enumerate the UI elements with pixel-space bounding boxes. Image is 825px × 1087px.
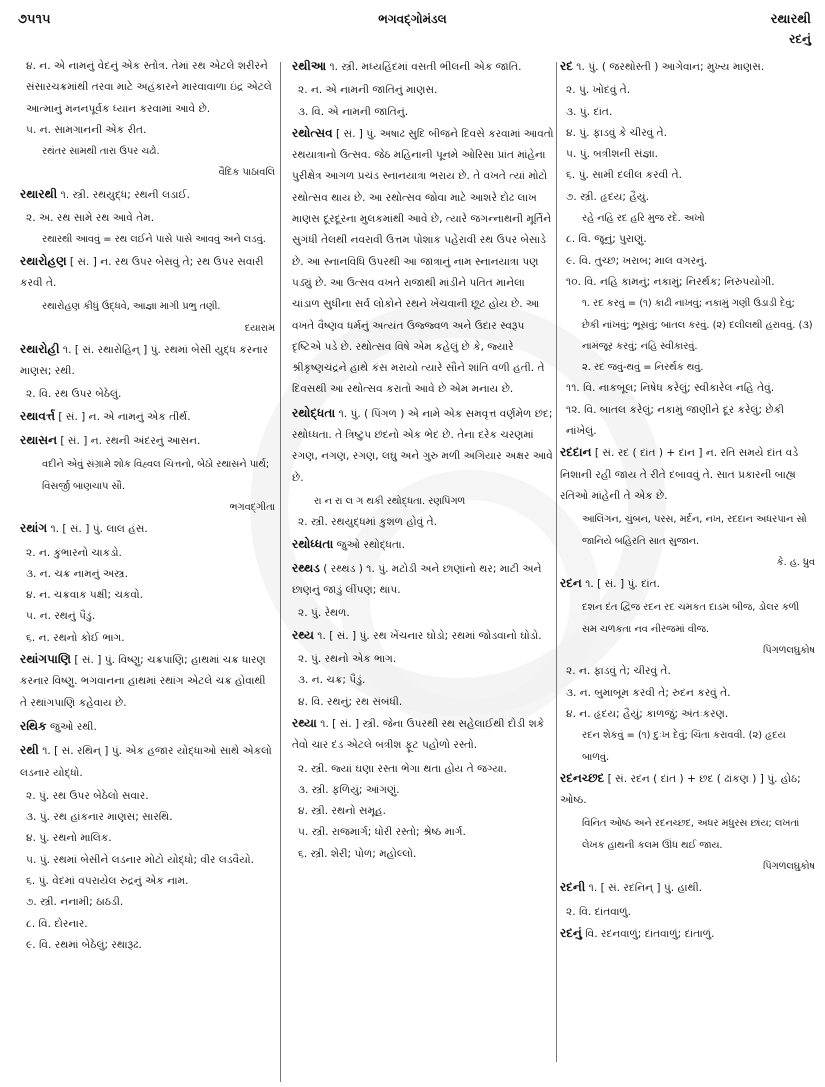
sense-line: ૩. પું. દાંત. [566, 105, 613, 118]
sense-line: ૨. અ. રથ સામે રથ આવે તેમ. [26, 212, 155, 225]
sense-line: ૨. વિ. રથ ઉપર બેઠેલું. [26, 388, 122, 401]
sense-line: ૮. વિ. જૂનું; પુરાણું. [566, 233, 647, 246]
dictionary-entry [292, 558, 554, 602]
sense-line: ૨. પું. રથનો એક ભાગ. [298, 653, 397, 666]
sense-line: ૯. વિ. રથમાં બેઠેલું; રથારૂઢ. [26, 938, 142, 951]
headword: રથી [20, 743, 39, 758]
headword: રદનું [560, 925, 582, 940]
definition: ૧. [ સં. રદનિન્ ] પું. હાથી. [585, 882, 703, 895]
sense-line: ૬. ન. રથનો કોઈ ભાગ. [26, 631, 125, 644]
source-citation: પિંગળલઘુકોષ [762, 860, 815, 872]
dictionary-entry [560, 442, 815, 507]
sense-line: ૪. પું. ફાડવું કે ચીરવું તે. [566, 126, 668, 139]
sense-line: ૪. વિ. રથનું; રથ સંબંધી. [298, 695, 403, 708]
definition: [ સં. ] પું. વિષ્ણુ; ચક્રપાણિ; હાથમાં ચક્ર ધારણ કરનાર વિષ્ણુ. ભગવાનના હાથમાં રથાંગ એટલે ચક્ર હોવાથી તે રથાંગપાણિ કહેવાય છે. [20, 654, 266, 709]
quotation: રદન શેકવું = (૧) દુઃખ દેવું; ચિંતા કરાવવી. (૨) હૃદય બાળવું. [582, 730, 786, 763]
definition: ૧. સ્ત્રી. મધ્યહિંદમાં વસતી ભીલની એક જાતિ. [326, 61, 522, 73]
sense-line: ૨. ન. કુંભારનો ચાકડો. [26, 546, 122, 559]
headword: રથાંગપાણિ [20, 652, 72, 667]
quotation: રા ન રા લ ગ થકી રથોદ્ધતા. રણપિંગળ [314, 495, 466, 507]
sense-line: ૪. સ્ત્રી. રથનો સમૂહ. [298, 805, 386, 818]
column-2 [292, 56, 554, 865]
quotation: વિનિત ઓષ્ઠ અને રદનચ્છદ, અધર મધુરસ છાંય; લખતાં લેખક હાથની કલમ ઊંધ થઈ જાય. [582, 818, 800, 851]
dictionary-entry [20, 430, 275, 452]
definition: [ સં. રદન ( દાંત ) + છદ ( ઢાંકણ ) ] પું. હોઠ; ઓષ્ઠ. [560, 772, 801, 807]
dictionary-entry [20, 184, 275, 206]
dictionary-entry [20, 406, 275, 428]
quotation: રથારોહણ કીધું ઉદ્ધવે, આજ્ઞા માગી પ્રભુ તણી. [42, 301, 221, 313]
headword: રથ્યા [292, 715, 317, 730]
quotation: વદીને એવું સંગ્રામે શોક વિહ્વલ ચિત્તનો, બેઠો રથાસને પાર્થ; વિસર્જી બાણચાપ સૌ. [42, 459, 270, 492]
sense-line: ૩. સ્ત્રી. ફળિયું; આંગણું. [298, 783, 400, 796]
dictionary-entry [560, 877, 815, 899]
dictionary-entry [292, 403, 554, 489]
dictionary-entry [292, 713, 554, 757]
sense-line: ૨. સ્ત્રી. જ્યાં ઘણા રસ્તા ભેગા થતા હોય તે જગ્યા. [298, 762, 507, 775]
source-citation: વૈદિક પાઠાવલિ [218, 167, 275, 179]
headword: રથીઆ [292, 59, 327, 73]
definition: [ સં. ] ન. રથની અંદરનું આસન. [57, 435, 201, 448]
sense-line: ૩. ન. ચક્ર; પૈડું. [298, 674, 366, 687]
dictionary-entry [292, 534, 554, 556]
column-1 [20, 56, 275, 956]
sense-line: ૨. પું. રથ ઉપર બેઠેલો સવાર. [26, 789, 149, 802]
sense-line: ૬. પું. સામી દલીલ કરવી તે. [566, 169, 683, 182]
page-number: ૭૫૧૫ [18, 12, 51, 27]
definition: [ સં. ] ન. રથ ઉપર બેસવું તે; રથ ઉપર સવારી કરવી તે. [20, 255, 264, 289]
dictionary-entry [560, 56, 815, 78]
definition: ૧. [ સં. રથારોહિન્ ] પું. રથમાં બેસી યુદ્ધ કરનાર માણસ; રથી. [20, 343, 269, 378]
sense-line: ૭. સ્ત્રી. નનામી; ઠાઠડી. [26, 896, 124, 909]
definition: ૧. [ સં. ] સ્ત્રી. જેના ઉપરથી રથ સહેલાઈથી દોડી શકે તેવો ચાર દંડ એટલે બત્રીશ ફૂટ પહોળો રસ્તો. [292, 717, 545, 752]
quotation: આલિંગન, ચુંબન, પરસ, મર્દન, નખ, રદદાન અધરપાન સો જાનિયે બહિરતિ સાત સુજાન. [582, 514, 807, 547]
sense-line: ૨. પું. ખોદવું તે. [566, 84, 631, 97]
headword: રદન [560, 576, 582, 591]
guide-word-start: રથારથી [770, 12, 811, 27]
sense-line: ૧૧. વિ. નાકબૂલ; નિષેધ કરેલું; સ્વીકારેલ નહિ તેવું. [566, 382, 775, 395]
column-divider [280, 62, 281, 1082]
definition: ૧. સ્ત્રી. રથયુદ્ધ; રથની લડાઈ. [57, 188, 191, 201]
sense-line: ૬. પું. વેદમાં વપરાયેલ રુદ્રનું એક નામ. [26, 874, 189, 887]
sense-line: ૧૨. વિ. બાતલ કરેલું; નકામું જાણીને દૂર કરેલું; છેકી નાંખેલું. [566, 403, 785, 438]
sense-line: ૫. ન. રથનું પૈડું. [26, 610, 96, 623]
headword: રથારોહણ [20, 253, 67, 268]
sense-line: ૪. ન. એ નામનું વેદનું એક સ્તોત્ર. તેમાં રથ એટલે શરીરને સંસારચક્રમાંથી તરવા માટે અહંકારને મારવાવાળા ઇંદ્ર એટલે આત્માનું મનનપૂર્વક ધ્યાન કરવામાં આવે છે. [26, 60, 272, 115]
definition: ૧. [ સં. ] પું. રથ ખેંચનાર ઘોડો; રથમાં જોડવાનો ઘોડો. [313, 629, 542, 642]
sense-line: ૩. વિ. એ નામની જાતિનું. [298, 105, 409, 118]
headword: રથિક [20, 718, 47, 733]
page-header [0, 8, 825, 48]
sense-line: ૩. ન. ચક્ર નામનું અસ્ત્ર. [26, 567, 128, 580]
definition: વિ. રદનવાળું; દાંતવાળું; દાંતાળું. [581, 927, 715, 940]
sense-line: ૧૦. વિ. નહિ કામનું; નકામું; નિરર્થક; નિરુપયોગી. [566, 275, 775, 288]
sense-line: ૨. ન. ફાડવું તે; ચીરવું તે. [566, 665, 671, 678]
quotation: દશન દંત દ્વિજ રદન રદ ચમકત દાડમ બીજ, ડોલર કળી સમ ચળકતા નવ નીરજમાં વીજ. [582, 602, 800, 635]
sense-line: ૨. ન. એ નામની જાતિનું માણસ. [298, 84, 438, 97]
headword: રથાવર્ત્ત [20, 408, 55, 423]
headword: રથાસન [20, 433, 58, 448]
definition: [ સં. રદ ( દાંત ) + દાન ] ન. રતિ સમયે દાંત વડે નિશાની રહી જાય તે રીતે દબાવવું તે. સાત પ્રકારની બાહ્ય રતિઓ માંહેની તે એક છે. [560, 447, 799, 502]
sense-line: ૭. સ્ત્રી. હૃદય; હૈયું. [566, 190, 649, 203]
sense-line: ૩. પું. રથ હાંકનાર માણસ; સારથિ. [26, 811, 173, 824]
sense-line: ૬. સ્ત્રી. શેરી; પોળ; મહોલ્લો. [298, 847, 417, 860]
headword: રથારથી [20, 186, 58, 201]
column-3 [560, 56, 815, 947]
quotation: ૧. રદ કરવું = (૧) કાઢી નાખવું; નકામું ગણી ઉડાડી દેવું; છેકી નાંખવું; ભૂસવું; બાતલ કરવું. (૨) દલીલથી હરાવવું. (૩) નામંજૂર કરવું; નહિ સ્વીકારવું. [582, 298, 813, 352]
sense-line: ૫. પું. બત્રીશની સંજ્ઞા. [566, 148, 659, 161]
definition: ૧. [ સં. રથિન્ ] પું. એક હજાર યોદ્ધાઓ સાથે એકલો લડનાર યોદ્ધો. [20, 745, 272, 779]
definition: ૧. પું. ( પિંગળ ) એ નામે એક સમવૃત્ત વર્ણમેળ છંદ; રથોધ્ધતા. તે ત્રિષ્ટુપ છંદનો એક ભેદ છે. તેના દરેક ચરણમાં રગણ, નગણ, રગણ, લઘુ અને ગુરુ મળી અગિયાર અક્ષર આવે છે. [292, 407, 553, 484]
headword: રદની [560, 880, 586, 895]
dictionary-entry [20, 518, 275, 540]
sense-line: ૯. વિ. તુચ્છ; ખરાબ; માલ વગરનું. [566, 254, 708, 267]
quotation: રહે નહિ રદ હરિ મુજ રદે. અખો [582, 213, 705, 225]
dictionary-entry [292, 123, 554, 401]
guide-word-end: રદનું [789, 32, 811, 46]
source-citation: કે. હ. ધ્રુવ [776, 556, 815, 568]
headword: રથોદ્ધતા [292, 405, 336, 420]
dictionary-entry [560, 573, 815, 595]
dictionary-entry [20, 649, 275, 714]
quotation: રથારથી આવવું = રથ લઈને પાસે પાસે આવવું અને લડવું. [42, 234, 266, 246]
sense-line: ૨. પું. રેથળ. [298, 607, 350, 620]
book-title: ભગવદ્ગોમંડલ [378, 12, 447, 26]
source-citation: ભગવદ્ગીતા [229, 501, 275, 513]
source-citation: પિંગળલઘુકોષ [762, 645, 815, 657]
definition: [ સં. ] પું. અષાઢ સુદિ બીજને દિવસે કરવામાં આવતો રથયાત્રાનો ઉત્સવ. જેઠ મહિનાની પૂનમે ઓરિસા પ્રાંત માંહેના પુરીક્ષેત્ર આગળ પ્રચંડ સ્નાનયાત્રા ભરાય છે. તે વખતે ત્યાં મોટો રથોત્સવ થાય છે. આ રથોત્સવ જોવા માટે આશરે દોઢ લાખ માણસ દૂરદૂરના મુલકમાંથી આવે છે, ત્યારે જગન્નાથની મૂર્તિને સુગંધી તેલથી નવરાવી ઉત્તમ પોશાક પહેરાવી રથ ઉપર બેસાડે છે. આ સ્નાનવિધિ ઉપરથી આ જાત્રાનું નામ સ્નાનયાત્રા પણ પડ્યું છે. આ ઉત્સવ વખતે રાજાથી માંડીને પતિત માનેલા ચાંડાળ સુધીના સર્વ લોકોને રથને ખેંચવાની છૂટ હોય છે. આ વખતે વૈષ્ણવ ધર્મનું અત્યંત ઉજ્જ્વળ અને ઉદાર સ્વરૂપ દૃષ્ટિએ પડે છે. રથોત્સવ વિષે એમ કહેલું છે કે, જ્યારે શ્રીકૃષ્ણચંદ્રને હાથે કંસ મરાયો ત્યારે સૌને શાંતિ વળી હતી. તે દિવસથી આ રથોત્સવ કરાતો આવે છે એમ મનાય છે. [292, 127, 554, 396]
definition: ૧. [ સં. ] પું. લાલ હંસ. [47, 523, 148, 536]
definition: ( રથ્થડ ) ૧. પું. મટોડી અને છાણાંનો થર; માટી અને છાણનું જાડું લીંપણ; થાપ. [292, 562, 542, 597]
sense-line: ૮. વિ. દોરનાર. [26, 917, 88, 930]
headword: રથાંગ [20, 521, 48, 536]
headword: રથોત્સવ [292, 125, 333, 140]
dictionary-entry [20, 716, 275, 738]
dictionary-entry [560, 768, 815, 812]
sense-line: ૫. સ્ત્રી. રાજમાર્ગ; ધોરી રસ્તો; શ્રેષ્ઠ માર્ગ. [298, 826, 466, 839]
sense-line: ૪. ન. ચક્રવાક પક્ષી; ચકવો. [26, 589, 144, 602]
sense-line: ૪. ન. હૃદય; હૈયું; કાળજું; અંતઃકરણ. [566, 707, 729, 720]
headword: રદદાન [560, 445, 592, 460]
sense-line: ૫. પું. રથમાં બેસીને લડનાર મોટો યોદ્ધો; વીર લડવૈયો. [26, 853, 254, 866]
sense-line: ૩. ન. બુમાબૂમ કરવી તે; રુદન કરવું તે. [566, 686, 731, 699]
definition: [ સં. ] ન. એ નામનું એક તીર્થ. [55, 410, 191, 423]
dictionary-entry [292, 625, 554, 647]
sense-line: ૨. સ્ત્રી. રથયુદ્ધમાં કુશળ હોવું તે. [298, 516, 437, 529]
dictionary-entry [292, 56, 554, 78]
definition: જુઓ રથોદ્ધતા. [333, 538, 406, 551]
headword: રથ્ય [292, 627, 314, 642]
headword: રથારોહી [20, 341, 60, 356]
quotation: રથંતર સામથી તારા ઉપર ચઢો. [42, 146, 160, 158]
headword: રથ્થડ [292, 560, 320, 575]
column-divider [556, 62, 557, 1062]
source-citation: દયારામ [244, 322, 275, 334]
dictionary-entry [20, 740, 275, 784]
definition: ૧. પું. ( જરથોસ્તી ) આગેવાન; મુખ્ય માણસ. [572, 61, 765, 73]
sense-line: ૫. ન. સામગાનની એક રીત. [26, 123, 147, 136]
sense-line: ૨. વિ. દાંતવાળું. [566, 905, 632, 918]
quotation: ૨. રદ જવું-થવું = નિરર્થક થવું. [582, 362, 704, 374]
definition: ૧. [ સં. ] પું. દાંત. [581, 578, 660, 591]
definition: જુઓ રથી. [46, 720, 97, 733]
headword: રદનચ્છદ [560, 770, 605, 785]
headword: રદ [560, 59, 573, 73]
sense-line: ૪. પું. રથનો માલિક. [26, 832, 112, 845]
headword: રથોધ્ધતા [292, 536, 334, 551]
dictionary-entry [560, 923, 815, 945]
dictionary-entry [20, 339, 275, 383]
dictionary-entry [20, 251, 275, 295]
